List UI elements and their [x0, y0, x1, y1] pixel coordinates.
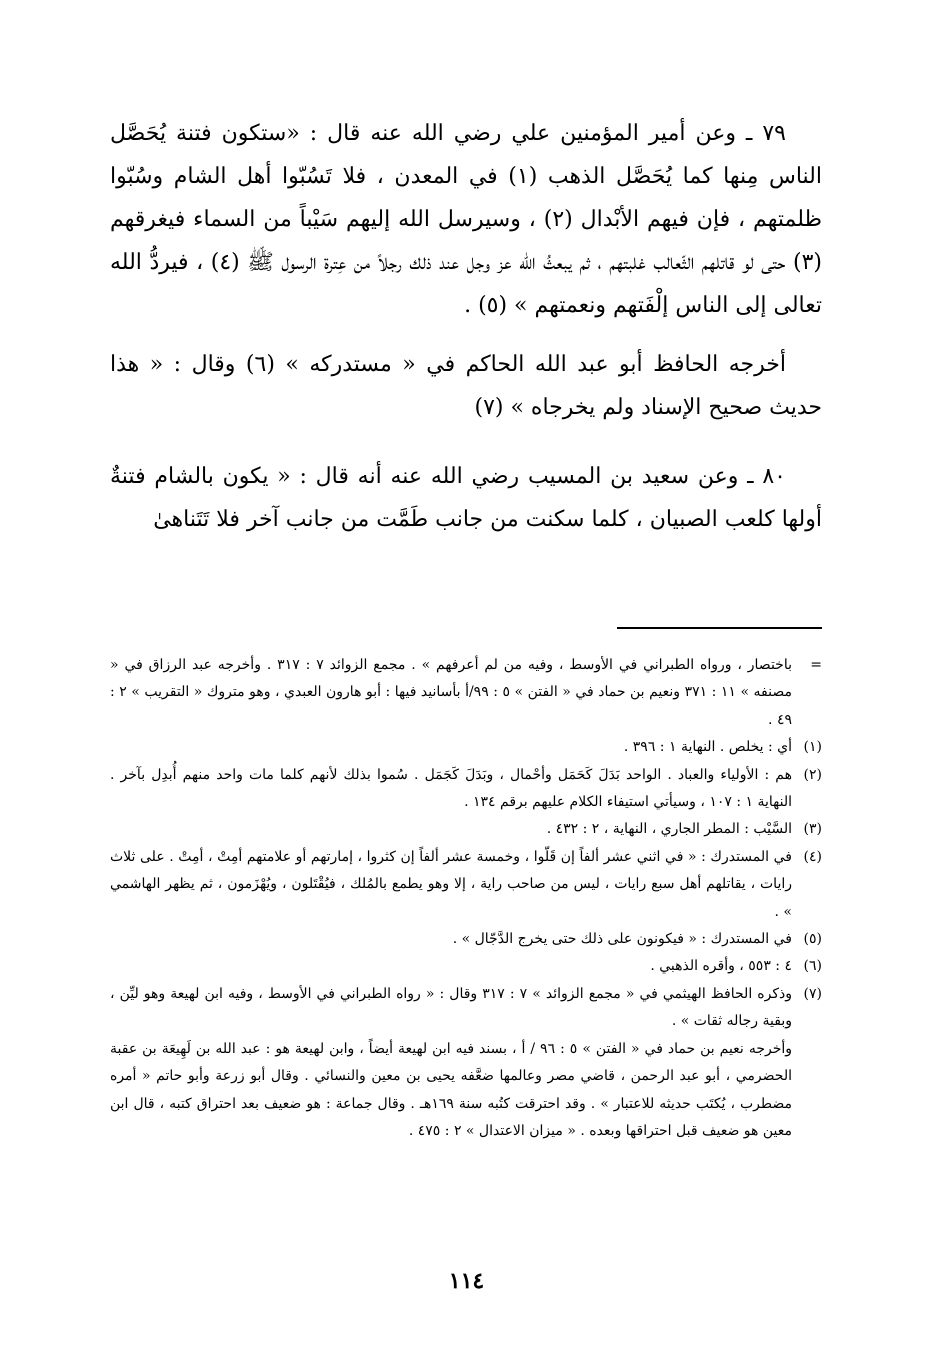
footnote-text: في المستدرك : « في اثني عشر ألفاً إن قَلّوا ، وخمسة عشر ألفاً إن كثروا ، إمارتهم أو علامتهم أمِتْ ، أمِتْ . على ثلاث رايات ، يقاتلهم أهل سبع رايات ، ليس من صاحب راية ، إلا وهو يطمع بالمُلك ، فيُقْتَلون ، ويُهْزَمون ، ثم يظهر الهاشمي » . — [110, 848, 792, 920]
footnote-2 — [110, 762, 822, 817]
footnotes — [110, 652, 822, 1145]
book-page — [110, 112, 822, 1352]
footnote-mark: (٧) — [803, 985, 822, 1002]
footnote-separator — [617, 627, 822, 629]
footnote-text: وذكره الحافظ الهيثمي في « مجمع الزوائد » ٧ : ٣١٧ وقال : « رواه الطبراني في الأوسط ، وفيه ابن لهيعة وهو ليِّن ، وبقية رجاله ثقات » . — [110, 985, 792, 1030]
footnote-6 — [110, 953, 822, 980]
footnote-text: السَّيْب : المطر الجاري ، النهاية ، ٢ : ٤٣٢ . — [546, 821, 792, 838]
main-text — [110, 112, 822, 541]
hadith-79-source-paragraph: أخرجه الحافظ أبو عبد الله الحاكم في « مستدركه » (٦) وقال : « هذا حديث صحيح الإسناد ولم يخرجاه » (٧) — [110, 352, 822, 420]
footnote-4 — [110, 844, 822, 926]
footnote-5 — [110, 926, 822, 953]
hadith-79-paragraph: ٧٩ ـ وعن أمير المؤمنين علي رضي الله عنه قال : «ستكون فتنة يُحَصَّل الناس مِنها كما يُحَصَّل الذهب (١) في المعدن ، فلا تَسُبّوا أهل الشام وسُبّوا ظلمتهم ، فإن فيهم الأبْدال (٢) ، وسيرسل الله إليهم سَيْباً من السماء فيغرقهم (٣) حتى لو قاتلهم الثّعالب غلبتهم ، ثم يبعثُ الله عز وجل عند ذلك رجلاً من عِترة الرسول ﷺ (٤) ، فيردُّ الله تعالى إلى الناس إلْفَتهم ونعمتهم » (٥) . — [110, 121, 822, 318]
footnote-text: في المستدرك : « فيكونون على ذلك حتى يخرج الدَّجّال » . — [452, 931, 792, 948]
footnote-mark: (٢) — [803, 766, 822, 783]
hadith-80-paragraph: ٨٠ ـ وعن سعيد بن المسيب رضي الله عنه أنه قال : « يكون بالشام فتنةٌ أولها كلعب الصبيان ، كلما سكنت من جانب طَمَّت من جانب آخر فلا تَتَناهىٰ — [110, 464, 822, 532]
footnote-text: هم : الأولياء والعباد . الواحد بَدَلَ كَحَمَل وأحْمال ، وبَدَلَ كَجَمَل . سُموا بذلك لأنهم كلما مات واحد منهم أُبدِل بآخر . النهاية ١ : ١٠٧ ، وسيأتي استيفاء الكلام عليهم برقم ١٣٤ . — [110, 766, 792, 811]
footnote-mark: = — [810, 657, 822, 673]
footnote-mark: (٤) — [803, 848, 822, 865]
page-number: ١١٤ — [448, 1268, 485, 1294]
footnote-mark: (٥) — [803, 931, 822, 948]
footnote-text: أي : يخلص . النهاية ١ : ٣٩٦ . — [623, 739, 792, 756]
footnote-continuation — [110, 652, 822, 734]
footnote-mark: (١) — [803, 739, 822, 756]
footnote-text: باختصار ، ورواه الطبراني في الأوسط ، وفيه من لم أعرفهم » . مجمع الزوائد ٧ : ٣١٧ . وأخرجه عبد الرزاق في « مصنفه » ١١ : ٣٧١ ونعيم بن حماد في « الفتن » ٥ : ٩٩/أ بأسانيد فيها : أبو هارون العبدي ، وهو متروك « التقريب » ٢ : ٤٩ . — [110, 657, 792, 728]
footnote-mark: (٦) — [803, 958, 822, 975]
footnote-mark: (٣) — [803, 821, 822, 838]
footnote-text: ٤ : ٥٥٣ ، وأقره الذهبي . — [650, 958, 792, 975]
footnote-3 — [110, 816, 822, 843]
footnote-7-continuation: وأخرجه نعيم بن حماد في « الفتن » ٥ : ٩٦ / أ ، بسند فيه ابن لهيعة أيضاً ، وابن لهيعة هو : عبد الله بن لَهِيعَة بن عقبة الحضرمي ، أبو عبد الرحمن ، قاضي مصر وعالمها ضعَّفه يحيى بن معين والنسائي . وقال أبو زرعة وأبو حاتم « أمره مضطرب ، يُكتَب حديثه للاعتبار » . وقد احترقت كتُبه سنة ١٦٩هـ . وقال جماعة : هو ضعيف بعد احتراق كتبه ، قال ابن معين هو ضعيف قبل احتراقها وبعده . « ميزان الاعتدال » ٢ : ٤٧٥ . — [110, 1040, 793, 1139]
footnote-7 — [110, 981, 822, 1036]
footnote-1 — [110, 734, 822, 761]
